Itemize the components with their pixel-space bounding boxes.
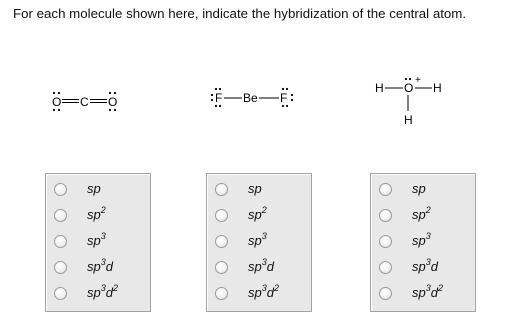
radio-button[interactable]: [379, 287, 392, 300]
hydronium-atom-left: H: [375, 81, 384, 95]
hydronium-atom-right: H: [433, 81, 442, 95]
option-label-base: sp: [87, 259, 101, 274]
option-label-superscript: 3: [261, 257, 267, 267]
radio-button[interactable]: [379, 235, 392, 248]
option-label-base: sp: [248, 233, 262, 248]
option-label-d: d: [105, 259, 113, 274]
molecule-hydronium: [372, 74, 462, 133]
hybridization-option[interactable]: [46, 230, 150, 256]
option-label: [87, 207, 106, 223]
option-label: [87, 259, 113, 275]
bef2-atom-right: F: [280, 91, 288, 105]
option-label-superscript: 3: [100, 231, 106, 241]
option-label: [248, 259, 274, 275]
radio-button[interactable]: [215, 235, 228, 248]
option-label-d: d: [430, 285, 438, 300]
radio-button[interactable]: [215, 209, 228, 222]
option-label-superscript: 3: [425, 231, 431, 241]
bef2-atom-center: Be: [243, 91, 258, 105]
radio-button[interactable]: [215, 261, 228, 274]
option-label-base: sp: [87, 181, 101, 196]
option-label-base: sp: [248, 181, 262, 196]
hybridization-option[interactable]: [371, 204, 475, 230]
option-label: [87, 233, 106, 249]
hybridization-option[interactable]: [207, 256, 311, 282]
hybridization-option[interactable]: [207, 178, 311, 204]
molecule-bef2: [208, 82, 308, 121]
option-label-d: d: [266, 259, 274, 274]
option-label-superscript: 3: [100, 257, 106, 267]
hydronium-charge: +: [415, 75, 421, 86]
option-label-base: sp: [412, 181, 426, 196]
hybridization-option[interactable]: [371, 256, 475, 282]
option-label: [248, 181, 262, 197]
option-label-base: sp: [87, 207, 101, 222]
option-label-d: d: [266, 285, 274, 300]
choice-group-bef2: [206, 173, 312, 312]
radio-button[interactable]: [215, 287, 228, 300]
choice-group-co2: [45, 173, 151, 312]
hydronium-atom-center: O: [404, 81, 414, 95]
hybridization-option[interactable]: [371, 178, 475, 204]
question-text: For each molecule shown here, indicate the hybridization of the central atom.: [13, 6, 467, 21]
option-label: [248, 285, 279, 301]
hybridization-option[interactable]: [207, 204, 311, 230]
option-label-superscript: 3: [425, 257, 431, 267]
hybridization-option[interactable]: [371, 282, 475, 308]
radio-button[interactable]: [215, 183, 228, 196]
option-label: [248, 233, 267, 249]
option-label: [87, 181, 101, 197]
option-label-base: sp: [87, 285, 101, 300]
co2-atom-left: O: [52, 95, 62, 109]
option-label: [248, 207, 267, 223]
option-label-d: d: [105, 285, 113, 300]
option-label: [412, 181, 426, 197]
option-label-base: sp: [248, 259, 262, 274]
radio-button[interactable]: [54, 235, 67, 248]
option-label-superscript: 2: [112, 283, 118, 293]
radio-button[interactable]: [54, 261, 67, 274]
hybridization-option[interactable]: [46, 204, 150, 230]
co2-atom-right: O: [108, 95, 118, 109]
option-label-superscript: 3: [100, 283, 106, 293]
option-label-d: d: [430, 259, 438, 274]
radio-button[interactable]: [54, 209, 67, 222]
co2-atom-center: C: [80, 95, 89, 109]
hybridization-option[interactable]: [207, 282, 311, 308]
option-label-superscript: 2: [100, 205, 106, 215]
option-label-base: sp: [248, 207, 262, 222]
option-label-superscript: 3: [425, 283, 431, 293]
option-label: [412, 207, 431, 223]
hybridization-option[interactable]: [46, 256, 150, 282]
hybridization-option[interactable]: [207, 230, 311, 256]
option-label-base: sp: [87, 233, 101, 248]
hydronium-atom-bottom: H: [404, 113, 413, 127]
molecule-co2: [40, 85, 130, 124]
choice-group-hydronium: [370, 173, 476, 312]
radio-button[interactable]: [379, 261, 392, 274]
option-label-superscript: 2: [425, 205, 431, 215]
radio-button[interactable]: [54, 287, 67, 300]
option-label-superscript: 2: [273, 283, 279, 293]
hybridization-option[interactable]: [46, 282, 150, 308]
option-label-base: sp: [412, 259, 426, 274]
option-label-superscript: 3: [261, 231, 267, 241]
hybridization-option[interactable]: [371, 230, 475, 256]
option-label-superscript: 3: [261, 283, 267, 293]
bef2-atom-left: F: [215, 91, 223, 105]
option-label-base: sp: [248, 285, 262, 300]
radio-button[interactable]: [379, 209, 392, 222]
option-label: [87, 285, 118, 301]
option-label: [412, 285, 443, 301]
option-label-superscript: 2: [261, 205, 267, 215]
hybridization-option[interactable]: [46, 178, 150, 204]
option-label-superscript: 2: [437, 283, 443, 293]
option-label-base: sp: [412, 233, 426, 248]
option-label-base: sp: [412, 285, 426, 300]
option-label-base: sp: [412, 207, 426, 222]
option-label: [412, 259, 438, 275]
radio-button[interactable]: [379, 183, 392, 196]
radio-button[interactable]: [54, 183, 67, 196]
option-label: [412, 233, 431, 249]
